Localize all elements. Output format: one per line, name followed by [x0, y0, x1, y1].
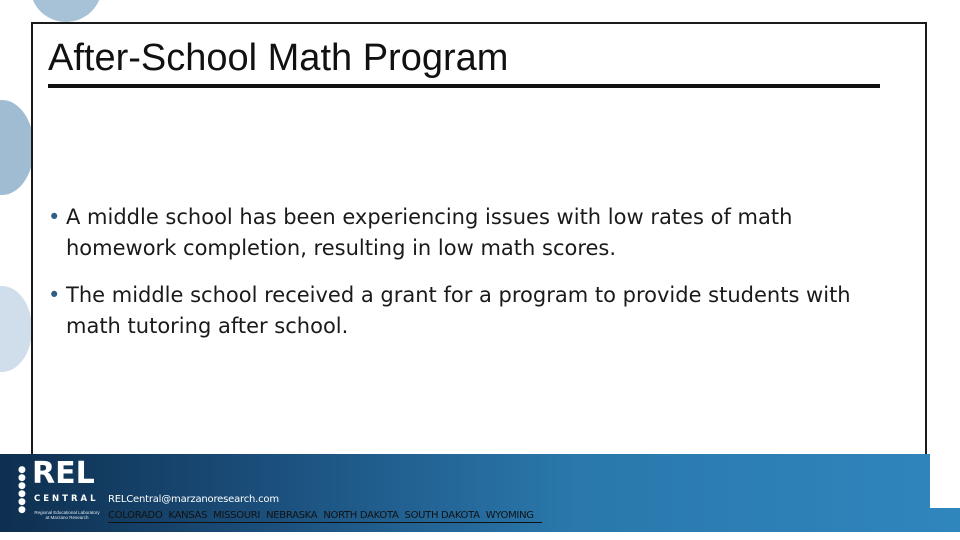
rel-central-logo	[14, 456, 98, 530]
bullet-text: The middle school received a grant for a program to provide students with math tutoring after school.	[66, 283, 851, 338]
logo-dots-icon: ● ● ● ● ● ●	[18, 465, 28, 515]
states-list	[108, 510, 542, 523]
state-item: WYOMING	[485, 510, 534, 521]
state-item: NEBRASKA	[266, 510, 318, 521]
footer-end-cap	[930, 454, 960, 508]
state-item: KANSAS	[168, 510, 208, 521]
logo-subtitle: CENTRAL	[34, 494, 99, 504]
bullet-item	[48, 202, 898, 264]
state-item: COLORADO	[108, 510, 163, 521]
logo-tagline: Regional Educational Laboratory at Marzano Research	[34, 510, 100, 520]
logo-wordmark: REL	[32, 456, 95, 491]
bullet-item	[48, 280, 898, 342]
decorative-circle-left-lower	[0, 286, 32, 372]
state-item: SOUTH DAKOTA	[404, 510, 480, 521]
bullet-list	[48, 202, 898, 358]
bullet-marker: •	[48, 205, 61, 229]
state-item: NORTH DAKOTA	[323, 510, 399, 521]
bullet-text: A middle school has been experiencing issues with low rates of math homework completion, resulting in low math scores.	[66, 205, 793, 260]
slide-title: After-School Math Program	[48, 37, 509, 79]
decorative-circle-left-upper	[0, 100, 34, 195]
decorative-circle-top	[30, 0, 102, 22]
contact-email[interactable]: RELCentral@marzanoresearch.com	[108, 494, 279, 505]
state-item: MISSOURI	[213, 510, 261, 521]
bullet-marker: •	[48, 283, 61, 307]
title-underline	[48, 84, 880, 88]
